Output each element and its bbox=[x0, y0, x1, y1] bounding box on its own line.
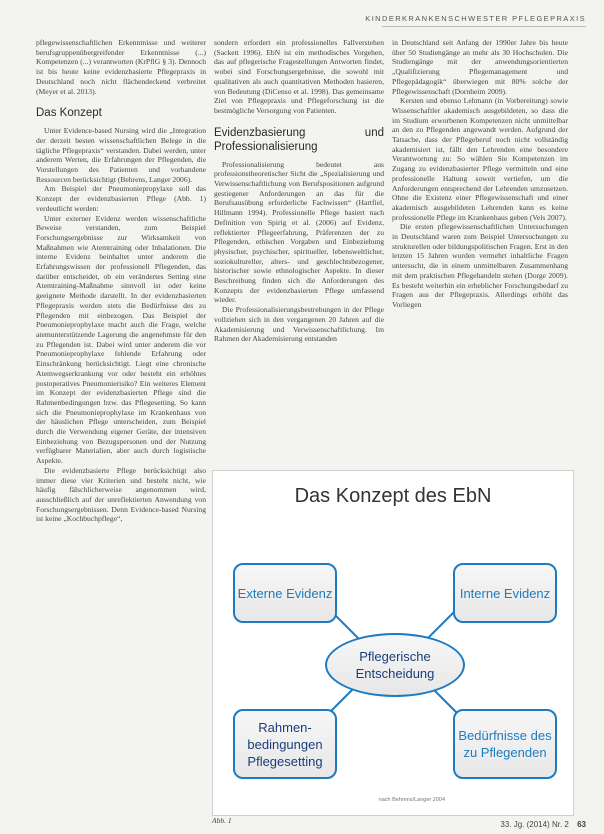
box-beduerfnisse: Bedürfnisse des zu Pflegenden bbox=[453, 709, 557, 779]
paragraph: Die Professionalisierungsbestrebungen in der Pflege vollziehen sich in den vergangenen 20 Jahren auf die Akademisierung und Verwissenschaftlichung. Im Rahmen der Akademisierung entstanden bbox=[214, 305, 384, 344]
page-footer bbox=[500, 820, 586, 829]
running-header: KINDERKRANKENSCHWESTER PFLEGEPRAXIS bbox=[365, 14, 586, 23]
heading-das-konzept: Das Konzept bbox=[36, 107, 102, 120]
paragraph: Unter externer Evidenz werden wissenschaftliche Beweise verstanden, zum Beispiel Forschungsergebnisse zur Wirksamkeit von Maßnahmen wie Atemtraining oder Inhalationen. Die interne Evidenz beinhaltet unter anderem die Erfahrungswissen der professionell Pflegenden, das darüber entscheidet, ob ein verändertes Setting eine Atemtraining-Maßnahme sinnvoll ist oder keine geeignete Methode darstellt. In der evidenzbasierten Pflegepraxis werden stets die Bedürfnisse des zu Pflegenden mit einbezogen. Das Beispiel der Pneumonieprophylaxe macht auch die Frage, welche atemunterstützende Lagerung die angenehmste für den zu Pflegenden ist. Dabei wird unter anderem die vor Pneumonieprophylaxe fehlende Erfahrung oder Einschränkung berücksichtigt. Liegt eine chronische Atemwegserkrankung vor oder besteht ein erhöhtes postoperatives Pneumonierisiko? Ein weiteres Element im Konzept der evidenzbasierten Pflege sind die Rahmenbedingungen bzw. das Pflegesetting. So kann sich die Pneumonieprophylaxe im Krankenhaus von der häuslichen Pflege unterscheiden, zum Beispiel durch die Verwendung eigener Geräte, der intensiven Einbeziehung von Bezugspersonen und der Nutzung verfügbarer Materialien, aber auch durch logistische Aspekte. bbox=[36, 213, 206, 466]
page-number: 63 bbox=[577, 820, 586, 829]
column-middle bbox=[214, 38, 384, 468]
paragraph: Kersten und ebenso Lehmann (in Vorbereitung) sowie Wissenschaftler akademisch ausgebildeten, so dass die im Studium erworbenen Kompetenzen nicht unmittelbar an den zu Pflegenden angewandt werden. Aufgrund der Tatsache, dass der Pflegeberuf noch nicht vollständig akademisiert ist, fällt den Lehrenden eine besondere Verantwortung zu: So wählen Sie Kompetenzen im Zugang zu evidenzbasierter Pflege vermitteln und eine professionelle Haltung soweit vertiefen, um die Anforderungen entsprechend der Lehrenden umzusetzen. Ohne die Existenz einer Pflegewissenschaft und einer akademisch ausgebildeten Lehrenden kann es keine professionelle Pflege im Krankenhaus geben (Vels 2007). bbox=[392, 96, 568, 222]
box-externe-evidenz: Externe Evidenz bbox=[233, 563, 337, 623]
box-interne-evidenz: Interne Evidenz bbox=[453, 563, 557, 623]
paragraph: pflegewissenschaftlichen Erkenntnisse und weiterer berufsgruppenübergreifender Erkenntnisse (...) Kompetenzen (...) verantworten (KrPflG § 3). Dennoch ist bis heute keine evidenzbasierte Pflegepraxis in Deutschland noch nicht flächendeckend verbreitet (Meyer et al. 2013). bbox=[36, 38, 206, 96]
figure-caption: Abb. 1 bbox=[212, 816, 232, 825]
figure-source: nach Behrens/Langer 2004 bbox=[378, 797, 445, 803]
ellipse-pflegerische-entscheidung: Pflegerische Entscheidung bbox=[325, 633, 465, 697]
paragraph: Unter Evidence-based Nursing wird die „Integration der derzeit besten wissenschaftlichen Belege in die tägliche Pflegepraxis“ verstanden. Dabei werden, unter anderem Werten, die Erfahrungen der Pflegenden, die Vorstellungen des Patienten und vorhandene Ressourcen berücksichtigt (Behrens, Langer 2006). bbox=[36, 126, 206, 184]
column-left bbox=[36, 38, 206, 808]
heading-evidenzbasierung: Evidenzbasierung und Professionalisierung bbox=[214, 126, 384, 153]
paragraph: Die ersten pflegewissenschaftlichen Untersuchungen in Deutschland waren zum Beispiel Untersuchungen zu strukturellen oder bildungspolitischen Fragen. Erst in den letzten 15 Jahren wurden vermehrt inhaltliche Fragen untersucht, die in einem unmittelbaren Zusammenhang mit dem praktischen Pflegehandeln stehen (Dorge 2009). Es besteht weiterhin ein erheblicher Forschungsbedarf zu Fragen aus der Pflegepraxis. Allerdings erhöht das Vorliegen bbox=[392, 222, 568, 309]
header-rule bbox=[382, 26, 586, 27]
paragraph: in Deutschland seit Anfang der 1990er Jahre bis heute über 50 Studiengänge an mehr als 30 Hochschulen. Die Studiengänge mit der anwendungsorientierten „Qualifizierung Pflegemanagement und Pflegepädagogik“ überwiegen mit 80% solche der Pflegewissenschaft (Dornheim 2009). bbox=[392, 38, 568, 96]
paragraph: Am Beispiel der Pneumoniepropylaxe soll das Konzept der evidenzbasierten Pflege (Abb. 1) verdeutlicht werden: bbox=[36, 184, 206, 213]
box-rahmenbedingungen: Rahmen-bedingungen Pflegesetting bbox=[233, 709, 337, 779]
figure-title: Das Konzept des EbN bbox=[294, 485, 492, 507]
ebn-concept-figure bbox=[212, 470, 574, 816]
column-right bbox=[392, 38, 568, 468]
journal-issue: 33. Jg. (2014) Nr. 2 bbox=[500, 820, 569, 829]
paragraph: sondern erfordert ein professionelles Fallverstehen (Sackett 1996). EbN ist ein methodisches Vorgehen, das auf pflegerische Fragestellungen Antworten findet, wobei sind Forschungsergebnisse, die sowohl mit qualitativen als auch quantitativen Methoden basieren, von Bedeutung (DiCenso et al. 1998). Das gemeinsame Ziel von Pflegepraxis und Pflegeforschung ist die bestmögliche Versorgung von Patienten. bbox=[214, 38, 384, 115]
paragraph: Professionalisierung bedeutet aus professionstheoretischer Sicht die „Spezialisierung und Verwissenschaftlichung von Berufspositionen aufgrund gestiegener Anforderungen an das für die Berufsausübung erforderliche Fachwissen“ (Hartfiel, Hillmann 1994). Professionelle Pflege basiert nach Definition von Spirig et al. (2006) auf Evidenz, reflektierter Pflegeerfahrung, Präferenzen der zu Pflegenden, ethischen Vorgaben und Einbeziehung physischer, psychischer, spiritueller, lebensweltlicher, soziokultureller, alters- und geschlechtsbezogener, historischer sowie ethnologischer Aspekte. In dieser Beschreibung finden sich die Anforderungen des Konzepts der evidenzbasierten Pflege umfassend wieder. bbox=[214, 159, 384, 305]
paragraph: Die evidenzbasierte Pflege berücksichtigt also immer diese vier Kriterien und besteht nicht, wie häufig fälschlicherweise angenommen wird, ausschließlich auf der unreflektierten Anwendung von Forschungsergebnissen. Denn Evidence-based Nursing ist keine „Kochbuchpflege“, bbox=[36, 465, 206, 524]
